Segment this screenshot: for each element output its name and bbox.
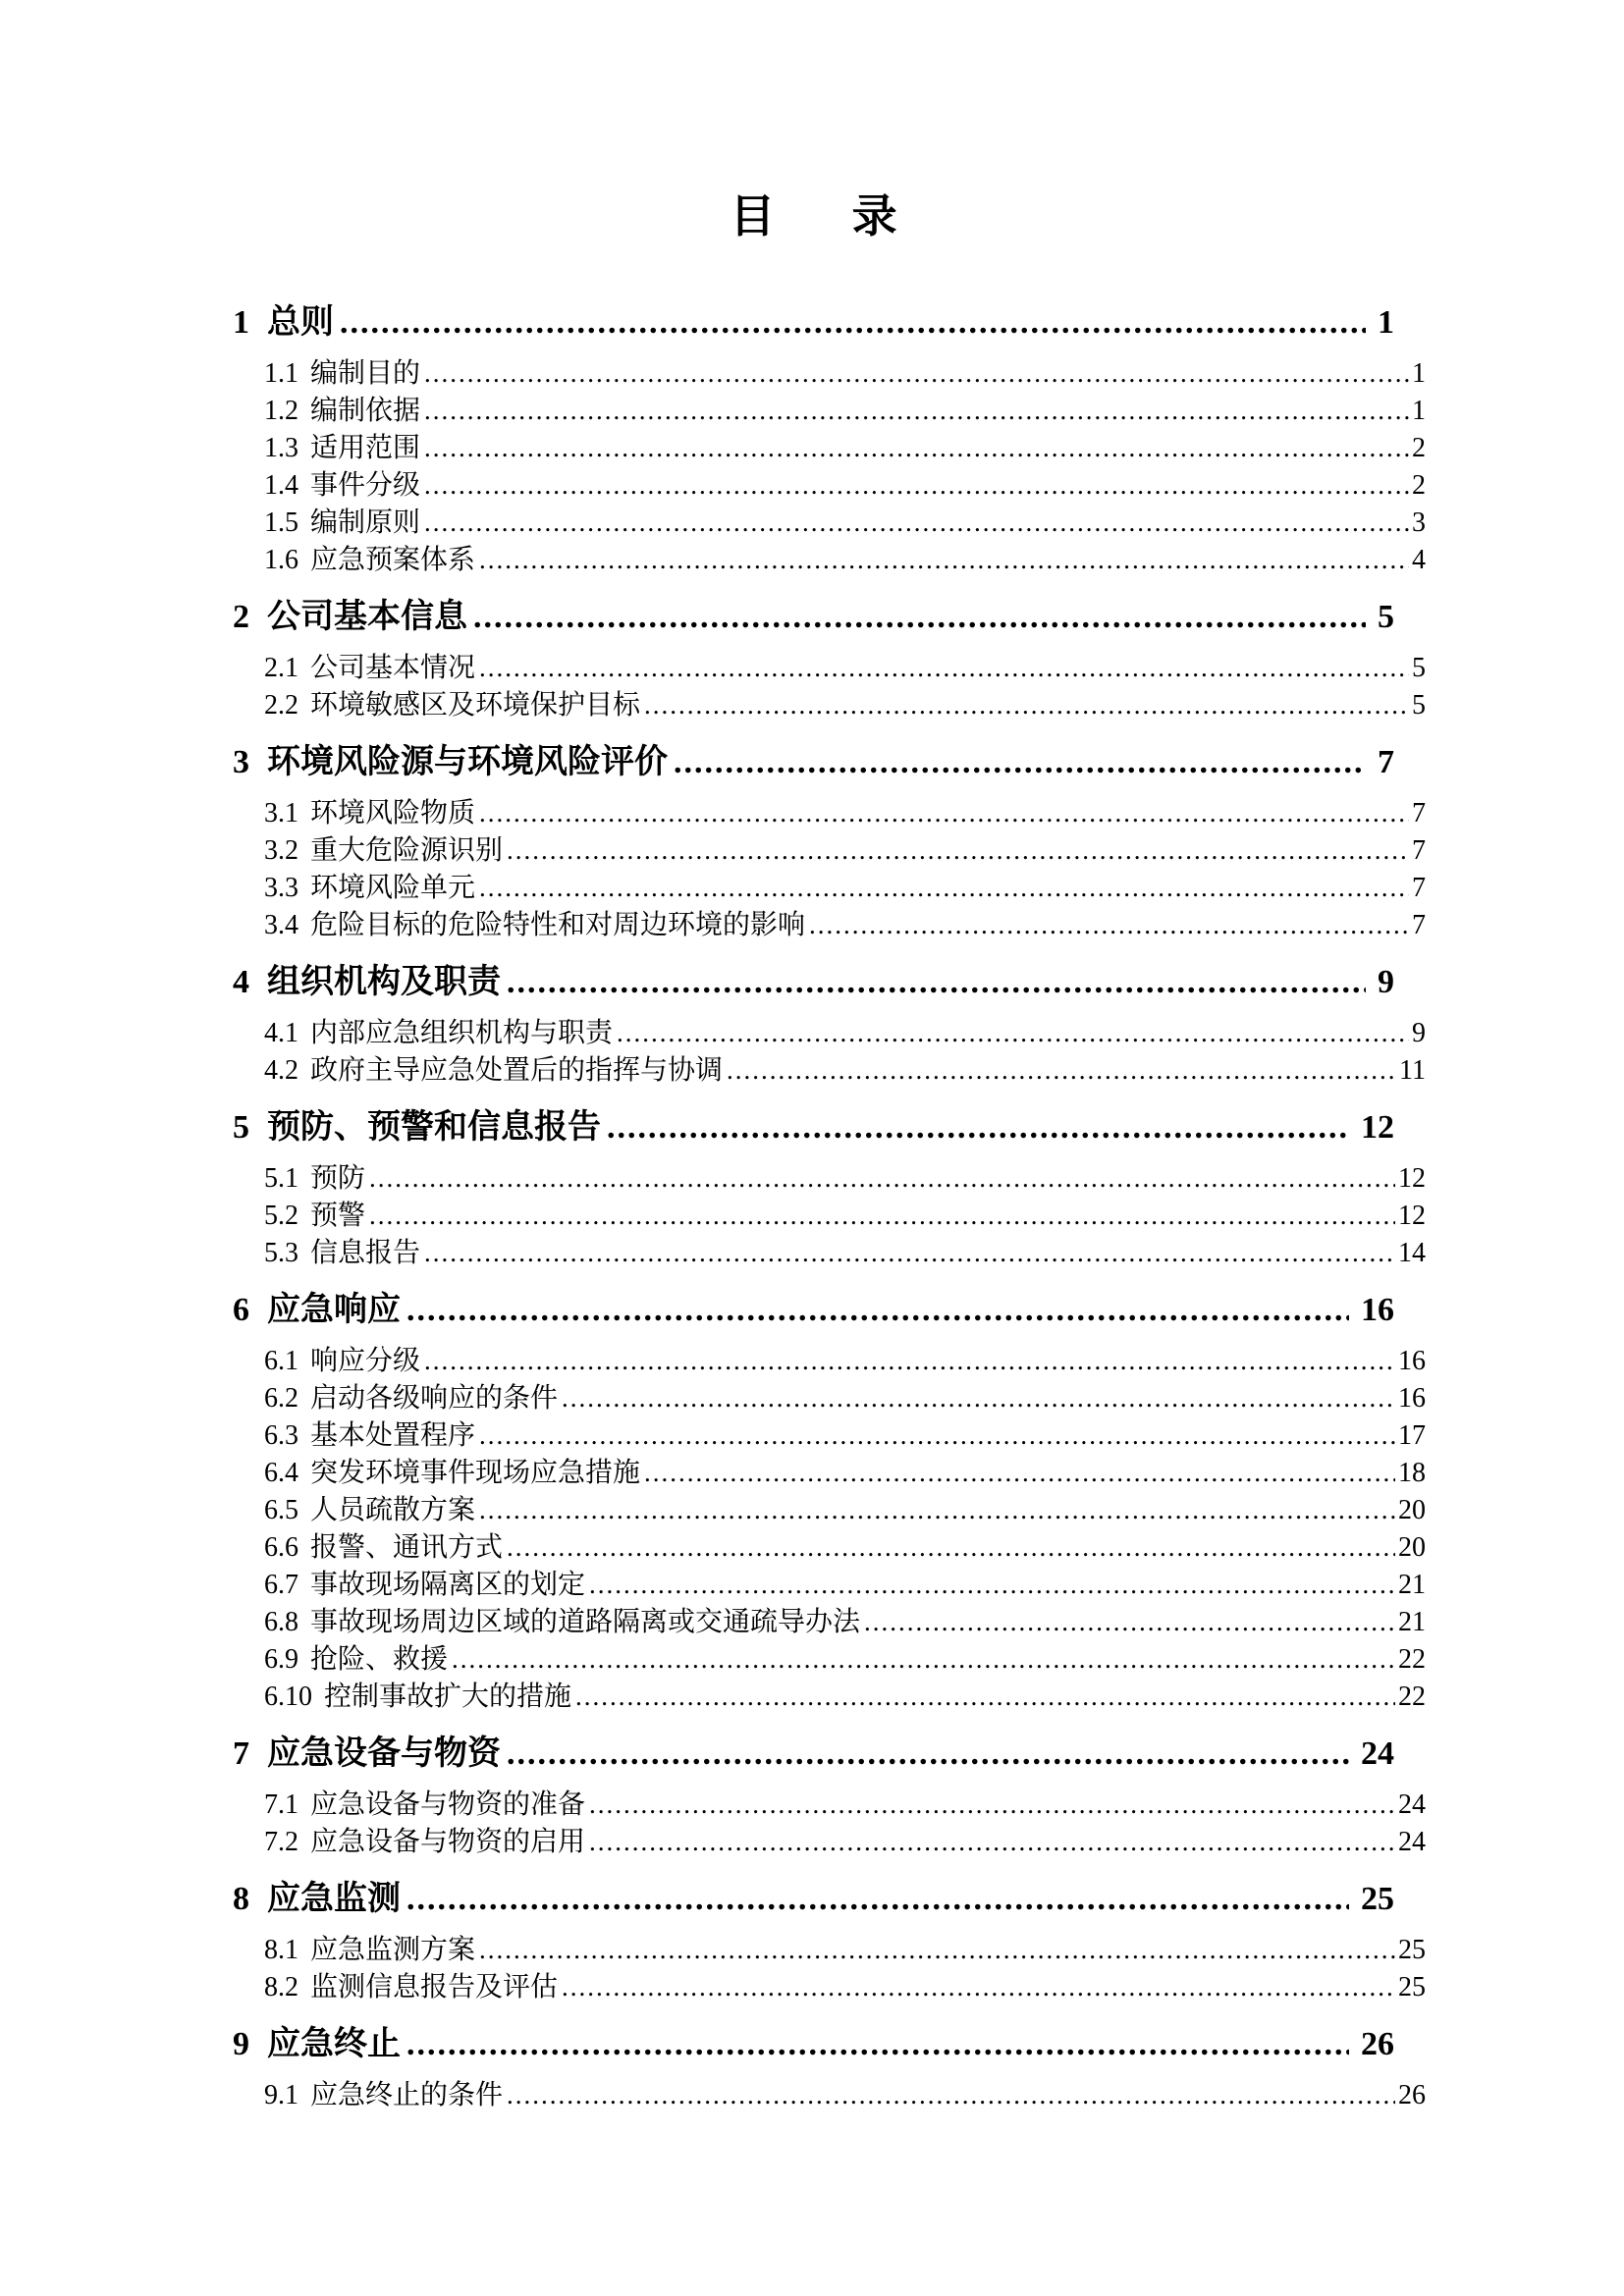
toc-entry-page: 25 [1361, 1880, 1394, 1917]
toc-dot-leader [589, 1823, 1395, 1860]
toc-entry-number: 6.3 [264, 1419, 298, 1451]
toc-dot-leader [369, 1159, 1395, 1197]
toc-entry-title: 应急预案体系 [310, 544, 476, 575]
toc-entry-title: 环境敏感区及环境保护目标 [310, 689, 641, 721]
toc-entry[interactable] [233, 794, 1426, 831]
toc-dot-leader [507, 1528, 1395, 1566]
toc-entry-number: 5.3 [264, 1237, 298, 1268]
toc-entry-page: 16 [1361, 1291, 1394, 1328]
toc-entry-title: 总则 [267, 303, 334, 341]
toc-entry-page: 7 [1412, 834, 1426, 866]
toc-entry-page: 7 [1412, 872, 1426, 903]
toc-entry-number: 6.8 [264, 1606, 298, 1637]
toc-entry[interactable] [233, 299, 1394, 347]
toc-entry[interactable] [233, 504, 1426, 541]
toc-entry-title: 环境风险单元 [310, 872, 476, 903]
toc-entry[interactable] [233, 2076, 1426, 2113]
toc-entry-page: 12 [1361, 1108, 1394, 1146]
toc-dot-leader [507, 2076, 1395, 2113]
toc-entry-title: 事故现场周边区域的道路隔离或交通疏导办法 [310, 1606, 861, 1637]
toc-entry-number: 1.5 [264, 507, 298, 538]
toc-entry-page: 7 [1412, 909, 1426, 940]
toc-entry[interactable] [233, 1051, 1426, 1089]
toc-entry-title: 公司基本情况 [310, 652, 476, 683]
toc-dot-leader [406, 1876, 1349, 1923]
toc-entry-page: 12 [1398, 1200, 1426, 1231]
toc-entry-page: 5 [1412, 689, 1426, 721]
toc-dot-leader [473, 594, 1366, 641]
toc-dot-leader [424, 354, 1409, 392]
toc-entry-page: 16 [1398, 1345, 1426, 1376]
toc-dot-leader [864, 1603, 1395, 1640]
toc-entry-title: 应急设备与物资的准备 [310, 1789, 586, 1820]
toc-entry-number: 2.2 [264, 689, 298, 721]
toc-entry-title: 控制事故扩大的措施 [324, 1681, 572, 1712]
toc-entry-number: 5.2 [264, 1200, 298, 1231]
toc-entry-title: 编制依据 [310, 395, 421, 426]
toc-entry-page: 1 [1378, 303, 1394, 341]
toc-entry[interactable] [233, 429, 1426, 466]
toc-entry-page: 12 [1398, 1162, 1426, 1194]
toc-entry[interactable] [233, 541, 1426, 578]
toc-dot-leader [507, 831, 1409, 869]
toc-dot-leader [406, 2021, 1349, 2068]
toc-entry[interactable] [233, 1931, 1426, 1968]
toc-entry[interactable] [233, 649, 1426, 686]
toc-entry-number: 3 [233, 743, 249, 780]
toc-entry-title: 重大危险源识别 [310, 834, 504, 866]
toc-entry-page: 25 [1398, 1934, 1426, 1965]
toc-dot-leader [644, 686, 1409, 723]
toc-dot-leader [479, 1416, 1395, 1454]
toc-entry[interactable] [233, 1566, 1426, 1603]
toc-dot-leader [479, 794, 1409, 831]
toc-entry-title: 突发环境事件现场应急措施 [310, 1457, 641, 1488]
toc-entry[interactable] [233, 1234, 1426, 1271]
toc-entry-number: 3.3 [264, 872, 298, 903]
toc-entry-title: 适用范围 [310, 432, 421, 463]
toc-entry-number: 1.1 [264, 357, 298, 389]
toc-entry-page: 25 [1398, 1971, 1426, 2002]
toc-dot-leader [479, 541, 1409, 578]
toc-entry-title: 人员疏散方案 [310, 1494, 476, 1525]
toc-entry-page: 26 [1398, 2079, 1426, 2110]
toc-entry[interactable] [233, 1731, 1394, 1778]
toc-entry-title: 危险目标的危险特性和对周边环境的影响 [310, 909, 806, 940]
toc-dot-leader [452, 1640, 1395, 1678]
toc-entry[interactable] [233, 1876, 1394, 1923]
toc-dot-leader [507, 959, 1366, 1006]
toc-entry-number: 4.2 [264, 1054, 298, 1086]
toc-entry-title: 基本处置程序 [310, 1419, 476, 1451]
toc-entry-number: 6.6 [264, 1531, 298, 1563]
toc-entry-number: 1.2 [264, 395, 298, 426]
toc-entry-title: 预防、预警和信息报告 [267, 1108, 601, 1146]
toc-entry-number: 6.4 [264, 1457, 298, 1488]
toc-entry-title: 启动各级响应的条件 [310, 1382, 559, 1414]
toc-entry-page: 7 [1378, 743, 1394, 780]
toc-entry-number: 1 [233, 303, 249, 341]
toc-entry-number: 5 [233, 1108, 249, 1146]
toc-entry-title: 事故现场隔离区的划定 [310, 1569, 586, 1600]
toc-entry-page: 11 [1399, 1054, 1426, 1086]
toc-entry-title: 政府主导应急处置后的指挥与协调 [310, 1054, 724, 1086]
toc-dot-leader [424, 429, 1409, 466]
toc-entry[interactable] [233, 392, 1426, 429]
toc-entry-title: 应急设备与物资的启用 [310, 1826, 586, 1857]
toc-entry[interactable] [233, 1197, 1426, 1234]
toc-entry-page: 1 [1412, 395, 1426, 426]
toc-entry[interactable] [233, 1603, 1426, 1640]
toc-entry-page: 22 [1398, 1643, 1426, 1675]
toc-entry-number: 7.1 [264, 1789, 298, 1820]
toc-dot-leader [479, 869, 1409, 906]
toc-entry-number: 2 [233, 598, 249, 635]
toc-entry-title: 公司基本信息 [267, 598, 467, 635]
toc-entry[interactable] [233, 831, 1426, 869]
toc-dot-leader [340, 299, 1366, 347]
toc-entry-title: 环境风险物质 [310, 797, 476, 828]
toc-entry-number: 1.4 [264, 469, 298, 501]
toc-entry[interactable] [233, 1104, 1394, 1151]
toc-dot-leader [575, 1678, 1395, 1715]
toc-entry-title: 应急响应 [267, 1291, 401, 1328]
toc-entry-title: 内部应急组织机构与职责 [310, 1017, 614, 1048]
toc-entry-title: 事件分级 [310, 469, 421, 501]
toc-entry-page: 21 [1398, 1569, 1426, 1600]
toc-entry[interactable] [233, 906, 1426, 943]
toc-entry-number: 6 [233, 1291, 249, 1328]
toc-entry-page: 24 [1398, 1789, 1426, 1820]
toc-entry-title: 应急监测 [267, 1880, 401, 1917]
toc-entry[interactable] [233, 1823, 1426, 1860]
toc-entry-page: 5 [1378, 598, 1394, 635]
toc-dot-leader [562, 1379, 1395, 1416]
toc-entry-page: 24 [1361, 1735, 1394, 1772]
toc-entry[interactable] [233, 959, 1394, 1006]
toc-entry-number: 7.2 [264, 1826, 298, 1857]
toc-entry-number: 3.2 [264, 834, 298, 866]
toc-entry[interactable] [233, 686, 1426, 723]
toc-entry-page: 22 [1398, 1681, 1426, 1712]
toc-entry-title: 报警、通讯方式 [310, 1531, 504, 1563]
toc-entry-title: 应急设备与物资 [267, 1735, 501, 1772]
toc-entry-number: 6.2 [264, 1382, 298, 1414]
toc-entry[interactable] [233, 739, 1394, 786]
toc-entry-title: 预警 [310, 1200, 366, 1231]
toc-entry-page: 18 [1398, 1457, 1426, 1488]
toc-entry-number: 7 [233, 1735, 249, 1772]
toc-entry-number: 9.1 [264, 2079, 298, 2110]
toc-dot-leader [479, 649, 1409, 686]
toc-entry-title: 编制原则 [310, 507, 421, 538]
toc-list [233, 299, 1426, 2113]
toc-entry-number: 8 [233, 1880, 249, 1917]
toc-entry-page: 9 [1378, 963, 1394, 1000]
toc-entry-page: 2 [1412, 469, 1426, 501]
toc-entry[interactable] [233, 1014, 1426, 1051]
toc-entry[interactable] [233, 1454, 1426, 1491]
toc-dot-leader [589, 1786, 1395, 1823]
toc-entry-title: 应急终止 [267, 2025, 401, 2062]
toc-dot-leader [617, 1014, 1409, 1051]
toc-entry[interactable] [233, 1786, 1426, 1823]
toc-entry-page: 3 [1412, 507, 1426, 538]
toc-dot-leader [644, 1454, 1395, 1491]
toc-entry-number: 6.10 [264, 1681, 312, 1712]
toc-dot-leader [369, 1197, 1395, 1234]
toc-entry[interactable] [233, 1678, 1426, 1715]
toc-entry-title: 应急终止的条件 [310, 2079, 504, 2110]
toc-entry-page: 16 [1398, 1382, 1426, 1414]
toc-entry-title: 应急监测方案 [310, 1934, 476, 1965]
toc-dot-leader [507, 1731, 1349, 1778]
toc-entry-number: 6.5 [264, 1494, 298, 1525]
toc-dot-leader [406, 1287, 1349, 1334]
toc-dot-leader [424, 1234, 1395, 1271]
toc-entry-number: 6.1 [264, 1345, 298, 1376]
toc-entry-title: 预防 [310, 1162, 366, 1194]
toc-entry-number: 8.1 [264, 1934, 298, 1965]
toc-entry-page: 14 [1398, 1237, 1426, 1268]
toc-entry[interactable] [233, 466, 1426, 504]
toc-dot-leader [424, 392, 1409, 429]
toc-entry-title: 响应分级 [310, 1345, 421, 1376]
toc-entry[interactable] [233, 1528, 1426, 1566]
toc-entry-number: 2.1 [264, 652, 298, 683]
toc-dot-leader [424, 1342, 1395, 1379]
toc-entry[interactable] [233, 594, 1394, 641]
toc-entry-title: 编制目的 [310, 357, 421, 389]
toc-dot-leader [727, 1051, 1396, 1089]
page-title: 目 录 [730, 191, 913, 241]
toc-dot-leader [424, 504, 1409, 541]
toc-entry[interactable] [233, 1968, 1426, 2005]
toc-entry-page: 24 [1398, 1826, 1426, 1857]
toc-entry-page: 7 [1412, 797, 1426, 828]
toc-entry-number: 1.3 [264, 432, 298, 463]
toc-entry-page: 5 [1412, 652, 1426, 683]
toc-entry-page: 4 [1412, 544, 1426, 575]
toc-entry-page: 20 [1398, 1531, 1426, 1563]
toc-dot-leader [607, 1104, 1349, 1151]
toc-entry[interactable] [233, 1159, 1426, 1197]
toc-dot-leader [674, 739, 1366, 786]
toc-entry-title: 监测信息报告及评估 [310, 1971, 559, 2002]
toc-entry-number: 3.4 [264, 909, 298, 940]
toc-entry-page: 2 [1412, 432, 1426, 463]
toc-entry[interactable] [233, 1640, 1426, 1678]
toc-entry[interactable] [233, 2021, 1394, 2068]
toc-entry-page: 1 [1412, 357, 1426, 389]
toc-dot-leader [479, 1491, 1395, 1528]
toc-entry[interactable] [233, 354, 1426, 392]
toc-entry-number: 1.6 [264, 544, 298, 575]
toc-entry[interactable] [233, 1379, 1426, 1416]
toc-entry[interactable] [233, 1491, 1426, 1528]
toc-entry-number: 5.1 [264, 1162, 298, 1194]
toc-entry-number: 4 [233, 963, 249, 1000]
toc-dot-leader [424, 466, 1409, 504]
toc-entry[interactable] [233, 1416, 1426, 1454]
toc-entry-number: 6.9 [264, 1643, 298, 1675]
toc-entry-page: 17 [1398, 1419, 1426, 1451]
toc-entry-page: 26 [1361, 2025, 1394, 2062]
toc-entry-title: 环境风险源与环境风险评价 [267, 743, 668, 780]
toc-entry-number: 9 [233, 2025, 249, 2062]
toc-entry-page: 9 [1412, 1017, 1426, 1048]
toc-entry-number: 8.2 [264, 1971, 298, 2002]
toc-entry-page: 21 [1398, 1606, 1426, 1637]
toc-entry-number: 6.7 [264, 1569, 298, 1600]
toc-entry[interactable] [233, 1287, 1394, 1334]
toc-entry-number: 4.1 [264, 1017, 298, 1048]
toc-dot-leader [809, 906, 1409, 943]
toc-entry-page: 20 [1398, 1494, 1426, 1525]
toc-entry-number: 3.1 [264, 797, 298, 828]
toc-entry-title: 抢险、救援 [310, 1643, 449, 1675]
toc-entry[interactable] [233, 1342, 1426, 1379]
toc-entry-title: 信息报告 [310, 1237, 421, 1268]
toc-entry-title: 组织机构及职责 [267, 963, 501, 1000]
toc-dot-leader [589, 1566, 1395, 1603]
toc-dot-leader [479, 1931, 1395, 1968]
toc-dot-leader [562, 1968, 1395, 2005]
toc-entry[interactable] [233, 869, 1426, 906]
